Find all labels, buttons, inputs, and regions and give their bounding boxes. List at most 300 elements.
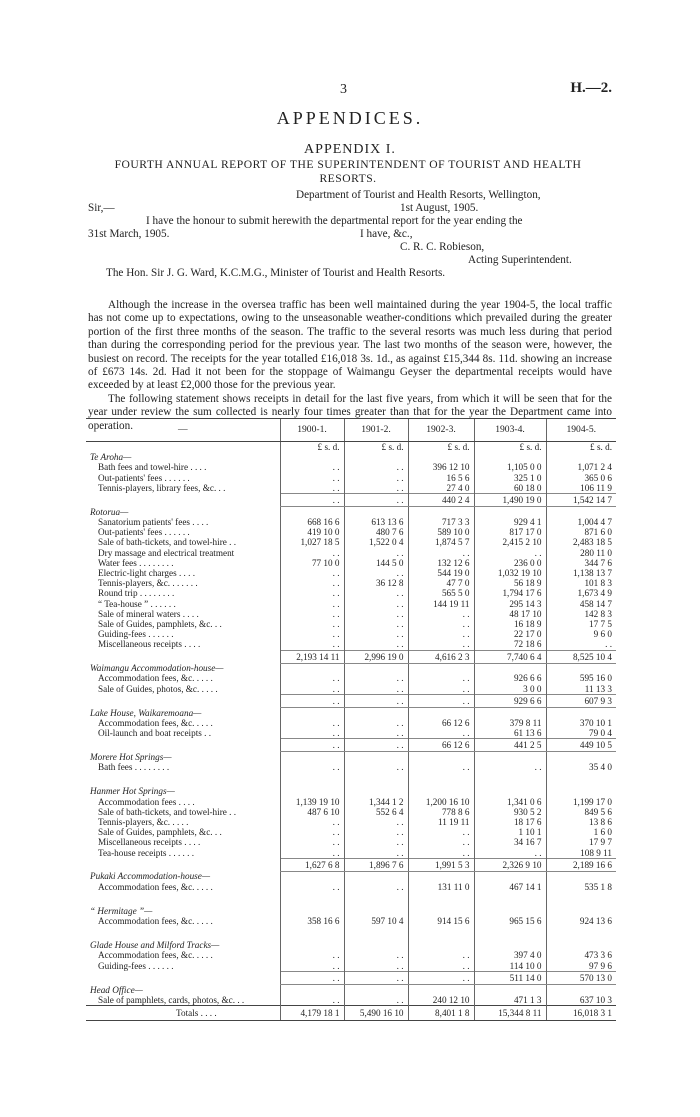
amount-cell: 1,200 16 10 [408, 797, 474, 807]
amount-cell: 61 13 6 [474, 728, 546, 739]
amount-cell: 77 10 0 [280, 558, 344, 568]
row-label: Guiding-fees . . . . . . [98, 629, 174, 640]
row-label: Water fees . . . . . . . . [98, 557, 174, 568]
row-label [86, 650, 280, 663]
amount-cell: . . [344, 961, 408, 972]
amount-cell: . . [408, 848, 474, 859]
amount-cell: 924 13 6 [546, 916, 616, 926]
amount-cell: 101 8 3 [546, 578, 616, 588]
table-row [86, 837, 616, 847]
amount-cell: 471 1 3 [474, 995, 546, 1006]
amount-cell: 11 13 3 [546, 684, 616, 695]
amount-cell [474, 663, 546, 673]
spacer-row [86, 772, 616, 786]
table-row [86, 473, 616, 483]
section-heading-row [86, 507, 616, 517]
amount-cell: . . [344, 483, 408, 494]
row-label: Sale of pamphlets, cards, photos, &c. . . [98, 994, 245, 1005]
amount-cell: . . [408, 609, 474, 619]
amount-cell: . . [280, 473, 344, 483]
amount-cell: . . [280, 462, 344, 472]
amount-cell: . . [408, 639, 474, 650]
row-label: Tea-house receipts . . . . . . [98, 847, 195, 858]
amount-cell: 637 10 3 [546, 995, 616, 1006]
amount-cell: 965 15 6 [474, 916, 546, 926]
row-label: Hanmer Hot Springs— [90, 786, 175, 797]
amount-cell: 131 11 0 [408, 882, 474, 892]
table-row [86, 527, 616, 537]
row-label [86, 694, 280, 707]
row-label: Sale of mineral waters . . . . [98, 608, 199, 619]
section-heading-row [86, 663, 616, 673]
amount-cell: 467 14 1 [474, 882, 546, 892]
amount-cell: 1,991 5 3 [408, 858, 474, 871]
amount-cell: 1,344 1 2 [344, 797, 408, 807]
row-label: Dry massage and electrical treatment [98, 547, 235, 558]
amount-cell [344, 892, 408, 906]
amount-cell [474, 452, 546, 462]
amount-cell: 66 12 6 [408, 718, 474, 728]
row-label: Accommodation fees, &c. . . . . [98, 950, 213, 961]
amount-cell [344, 752, 408, 762]
spacer-row [86, 892, 616, 906]
amount-cell: 570 13 0 [546, 971, 616, 984]
amount-cell [280, 871, 344, 881]
amount-cell: . . [344, 588, 408, 598]
amount-cell: 66 12 6 [408, 739, 474, 752]
amount-cell: . . [344, 629, 408, 639]
amount-cell [280, 926, 344, 940]
amount-cell: . . [280, 494, 344, 507]
amount-cell [408, 452, 474, 462]
amount-cell [474, 985, 546, 995]
row-label [86, 926, 280, 940]
row-label: Tennis-players, &c. . . . . . . [98, 578, 198, 589]
amount-cell [546, 892, 616, 906]
amount-cell: 236 0 0 [474, 558, 546, 568]
amount-cell: 370 10 1 [546, 718, 616, 728]
section-heading-row [86, 708, 616, 718]
table-row [86, 462, 616, 472]
amount-cell [546, 940, 616, 950]
amount-cell: 3 0 0 [474, 684, 546, 695]
amount-cell [344, 772, 408, 786]
amount-cell: 142 8 3 [546, 609, 616, 619]
amount-cell [280, 772, 344, 786]
table-row [86, 848, 616, 859]
year-header: 1900-1. [280, 419, 344, 442]
amount-cell: . . [344, 718, 408, 728]
row-label: “ Tea-house ” . . . . . . [98, 598, 176, 609]
row-label: Guiding-fees . . . . . . [98, 960, 174, 971]
table-row [86, 916, 616, 926]
amount-cell: 15,344 8 11 [474, 1005, 546, 1020]
amount-cell: 2,483 18 5 [546, 537, 616, 547]
units-label: £ s. d. [280, 442, 344, 453]
row-label: Out-patients' fees . . . . . . [98, 472, 190, 483]
year-header: 1904-5. [546, 419, 616, 442]
table-row [86, 797, 616, 807]
table-row [86, 639, 616, 650]
amount-cell: . . [280, 848, 344, 859]
amount-cell: . . [280, 762, 344, 772]
amount-cell: . . [408, 619, 474, 629]
amount-cell [474, 708, 546, 718]
amount-cell: 668 16 6 [280, 517, 344, 527]
amount-cell [474, 507, 546, 517]
amount-cell: 132 12 6 [408, 558, 474, 568]
amount-cell: . . [344, 971, 408, 984]
amount-cell: 929 4 1 [474, 517, 546, 527]
row-label: Accommodation fees, &c. . . . . [98, 673, 213, 684]
table-header-row [86, 419, 616, 442]
amount-cell: . . [408, 684, 474, 695]
amount-cell: 1,138 13 7 [546, 568, 616, 578]
amount-cell: . . [408, 673, 474, 683]
amount-cell [344, 507, 408, 517]
amount-cell: 2,415 2 10 [474, 537, 546, 547]
row-label: Round trip . . . . . . . . [98, 588, 175, 599]
table-row [86, 483, 616, 494]
amount-cell: 34 16 7 [474, 837, 546, 847]
amount-cell: 60 18 0 [474, 483, 546, 494]
table-row [86, 807, 616, 817]
amount-cell [408, 906, 474, 916]
report-body [88, 299, 612, 433]
amount-cell [474, 772, 546, 786]
amount-cell: . . [280, 568, 344, 578]
amount-cell: 11 19 11 [408, 817, 474, 827]
letter-body-line2: 31st March, 1905. [88, 228, 170, 240]
amount-cell [408, 985, 474, 995]
row-label: Out-patients' fees . . . . . . [98, 527, 190, 538]
subtotal-row [86, 971, 616, 984]
amount-cell [546, 926, 616, 940]
amount-cell: 473 3 6 [546, 950, 616, 960]
amount-cell: . . [280, 673, 344, 683]
row-label: Oil-launch and boat receipts . . [98, 727, 212, 738]
amount-cell: 1,071 2 4 [546, 462, 616, 472]
amount-cell [408, 507, 474, 517]
table-row [86, 588, 616, 598]
appendix-number: APPENDIX I. [304, 142, 396, 157]
amount-cell: . . [344, 728, 408, 739]
amount-cell: . . [280, 837, 344, 847]
amount-cell: 72 18 6 [474, 639, 546, 650]
row-label: Sale of Guides, photos, &c. . . . . [98, 683, 218, 694]
amount-cell: 871 6 0 [546, 527, 616, 537]
amount-cell [408, 772, 474, 786]
amount-cell: 1,794 17 6 [474, 588, 546, 598]
row-label: Bath fees and towel-hire . . . . [98, 462, 207, 473]
amount-cell: 1,027 18 5 [280, 537, 344, 547]
amount-cell [280, 892, 344, 906]
amount-cell: . . [344, 827, 408, 837]
amount-cell: 1,522 0 4 [344, 537, 408, 547]
amount-cell: 440 2 4 [408, 494, 474, 507]
totals-row [86, 1005, 616, 1020]
subtotal-row [86, 650, 616, 663]
table-row [86, 728, 616, 739]
row-label: Tennis-players, library fees, &c. . . [98, 482, 226, 493]
amount-cell: 97 9 6 [546, 961, 616, 972]
row-label: Morere Hot Springs— [90, 751, 172, 762]
amount-cell: 717 3 3 [408, 517, 474, 527]
spacer-row [86, 926, 616, 940]
section-heading-row [86, 786, 616, 796]
row-label: Electric-light charges . . . . [98, 567, 196, 578]
amount-cell: 47 7 0 [408, 578, 474, 588]
amount-cell [408, 752, 474, 762]
amount-cell: 552 6 4 [344, 807, 408, 817]
table-row [86, 558, 616, 568]
amount-cell: 108 9 11 [546, 848, 616, 859]
amount-cell [408, 940, 474, 950]
row-label: Sale of bath-tickets, and towel-hire . . [98, 537, 237, 548]
amount-cell: 18 17 6 [474, 817, 546, 827]
amount-cell [344, 871, 408, 881]
amount-cell: 849 5 6 [546, 807, 616, 817]
amount-cell: . . [280, 599, 344, 609]
amount-cell: . . [344, 882, 408, 892]
amount-cell [408, 926, 474, 940]
amount-cell: 817 17 0 [474, 527, 546, 537]
amount-cell: . . [280, 817, 344, 827]
amount-cell: . . [344, 599, 408, 609]
row-label [86, 892, 280, 906]
row-label [86, 858, 280, 871]
amount-cell: 358 16 6 [280, 916, 344, 926]
row-label: Sale of Guides, pamphlets, &c. . . [98, 827, 222, 838]
amount-cell: . . [280, 483, 344, 494]
amount-cell: . . [474, 848, 546, 859]
row-label: Miscellaneous receipts . . . . [98, 639, 201, 650]
row-label: Rotorua— [90, 506, 129, 517]
row-label: Sale of Guides, pamphlets, &c. . . [98, 618, 222, 629]
amount-cell: . . [408, 728, 474, 739]
row-label: Bath fees . . . . . . . . [98, 762, 170, 773]
amount-cell: . . [280, 728, 344, 739]
amount-cell: 1,896 7 6 [344, 858, 408, 871]
amount-cell [408, 871, 474, 881]
amount-cell: 8,525 10 4 [546, 650, 616, 663]
amount-cell: . . [546, 639, 616, 650]
amount-cell: 607 9 3 [546, 694, 616, 707]
amount-cell [546, 507, 616, 517]
row-label: Accommodation fees, &c. . . . . [98, 881, 213, 892]
amount-cell: 1,032 19 10 [474, 568, 546, 578]
amount-cell [344, 708, 408, 718]
amount-cell: 280 11 0 [546, 548, 616, 558]
amount-cell [546, 786, 616, 796]
amount-cell: . . [344, 684, 408, 695]
amount-cell [546, 772, 616, 786]
amount-cell: 914 15 6 [408, 916, 474, 926]
section-heading-row [86, 940, 616, 950]
amount-cell: . . [344, 494, 408, 507]
amount-cell: 13 8 6 [546, 817, 616, 827]
amount-cell: 16 18 9 [474, 619, 546, 629]
amount-cell: . . [408, 548, 474, 558]
amount-cell: . . [280, 882, 344, 892]
amount-cell [474, 926, 546, 940]
amount-cell: . . [344, 619, 408, 629]
amount-cell: 295 14 3 [474, 599, 546, 609]
amount-cell: . . [280, 739, 344, 752]
row-label: Head Office— [90, 984, 143, 995]
amount-cell: 1,490 19 0 [474, 494, 546, 507]
letter-closing: I have, &c., [360, 228, 413, 240]
amount-cell [474, 752, 546, 762]
amount-cell: 597 10 4 [344, 916, 408, 926]
table-row [86, 718, 616, 728]
amount-cell: . . [408, 950, 474, 960]
amount-cell: 144 19 11 [408, 599, 474, 609]
amount-cell: . . [280, 971, 344, 984]
paragraph: The following statement shows receipts in detail for the last five years, from which it will be seen that for the year under review the sum collected is nearly four times greater than that for the year the Department came into operation. [88, 392, 612, 432]
amount-cell: 344 7 6 [546, 558, 616, 568]
amount-cell: . . [344, 817, 408, 827]
amount-cell: . . [344, 548, 408, 558]
amount-cell [546, 663, 616, 673]
units-label: £ s. d. [474, 442, 546, 453]
amount-cell [344, 786, 408, 796]
amount-cell: 1 10 1 [474, 827, 546, 837]
amount-cell [344, 940, 408, 950]
table-row [86, 548, 616, 558]
page-number: 3 [340, 82, 347, 97]
letter-signatory: C. R. C. Robieson, [400, 241, 485, 253]
amount-cell [344, 985, 408, 995]
amount-cell: 396 12 10 [408, 462, 474, 472]
row-label: Lake House, Waikaremoana— [90, 707, 202, 718]
row-label [86, 971, 280, 984]
amount-cell [546, 708, 616, 718]
year-header: 1903-4. [474, 419, 546, 442]
units-label: £ s. d. [408, 442, 474, 453]
amount-cell: 613 13 6 [344, 517, 408, 527]
letter-body-line1: I have the honour to submit herewith the departmental report for the year ending the [146, 215, 523, 227]
amount-cell: . . [344, 848, 408, 859]
table-row [86, 568, 616, 578]
amount-cell: . . [280, 950, 344, 960]
row-label [86, 494, 280, 507]
amount-cell: . . [280, 718, 344, 728]
row-label [86, 772, 280, 786]
amount-cell: 17 9 7 [546, 837, 616, 847]
amount-cell: . . [280, 588, 344, 598]
letter-role: Acting Superintendent. [468, 254, 572, 266]
amount-cell [546, 985, 616, 995]
table-row [86, 609, 616, 619]
amount-cell [546, 906, 616, 916]
amount-cell [344, 926, 408, 940]
amount-cell: . . [344, 995, 408, 1006]
amount-cell [408, 786, 474, 796]
amount-cell: . . [408, 961, 474, 972]
amount-cell: 589 10 0 [408, 527, 474, 537]
amount-cell: . . [344, 739, 408, 752]
amount-cell [474, 871, 546, 881]
table-row [86, 684, 616, 695]
amount-cell: 17 7 5 [546, 619, 616, 629]
table-row [86, 827, 616, 837]
amount-cell: . . [408, 762, 474, 772]
units-label: £ s. d. [344, 442, 408, 453]
amount-cell [344, 663, 408, 673]
amount-cell: 2,189 16 6 [546, 858, 616, 871]
table-row [86, 599, 616, 609]
section-heading-row [86, 906, 616, 916]
amount-cell: 2,193 14 11 [280, 650, 344, 663]
amount-cell: . . [344, 673, 408, 683]
units-label: £ s. d. [546, 442, 616, 453]
amount-cell: . . [408, 837, 474, 847]
amount-cell: 7,740 6 4 [474, 650, 546, 663]
amount-cell: 1,105 0 0 [474, 462, 546, 472]
year-header: 1902-3. [408, 419, 474, 442]
row-label [86, 739, 280, 752]
amount-cell: 1,874 5 7 [408, 537, 474, 547]
amount-cell: . . [408, 971, 474, 984]
row-label: Accommodation fees, &c. . . . . [98, 717, 213, 728]
row-label: “ Hermitage ”— [90, 905, 153, 916]
amount-cell: . . [280, 578, 344, 588]
amount-cell: 1,004 4 7 [546, 517, 616, 527]
row-label: Sanatorium patients' fees . . . . [98, 516, 209, 527]
amount-cell [408, 892, 474, 906]
amount-cell: . . [280, 639, 344, 650]
amount-cell [408, 663, 474, 673]
amount-cell: 9 6 0 [546, 629, 616, 639]
subtotal-row [86, 739, 616, 752]
row-label: Accommodation fees, &c. . . . . [98, 916, 213, 927]
row-label: Waimangu Accommodation-house— [90, 663, 224, 674]
amount-cell: . . [408, 694, 474, 707]
appendices-title: APPENDICES. [276, 108, 424, 128]
letter-addressee: The Hon. Sir J. G. Ward, K.C.M.G., Minister of Tourist and Health Resorts. [106, 267, 446, 279]
amount-cell [280, 940, 344, 950]
amount-cell [280, 985, 344, 995]
amount-cell [408, 708, 474, 718]
amount-cell [344, 906, 408, 916]
row-label: Glade House and Milford Tracks— [90, 940, 220, 951]
letter-salutation: Sir,— [88, 202, 115, 214]
row-label: Te Aroha— [90, 452, 132, 463]
subtotal-row [86, 858, 616, 871]
receipts-table [86, 418, 616, 1021]
amount-cell: 365 0 6 [546, 473, 616, 483]
table-row [86, 619, 616, 629]
amount-cell: . . [280, 684, 344, 695]
amount-cell: 487 6 10 [280, 807, 344, 817]
table-row [86, 762, 616, 772]
table-row [86, 995, 616, 1006]
amount-cell [280, 906, 344, 916]
amount-cell [280, 663, 344, 673]
table-row [86, 950, 616, 960]
amount-cell: 79 0 4 [546, 728, 616, 739]
section-heading-row [86, 752, 616, 762]
table-row [86, 517, 616, 527]
amount-cell: 1,673 4 9 [546, 588, 616, 598]
amount-cell: 22 17 0 [474, 629, 546, 639]
amount-cell: 8,401 1 8 [408, 1005, 474, 1020]
letter-date: 1st August, 1905. [400, 202, 479, 214]
document-reference: H.—2. [570, 80, 612, 96]
amount-cell [546, 752, 616, 762]
amount-cell: . . [474, 548, 546, 558]
